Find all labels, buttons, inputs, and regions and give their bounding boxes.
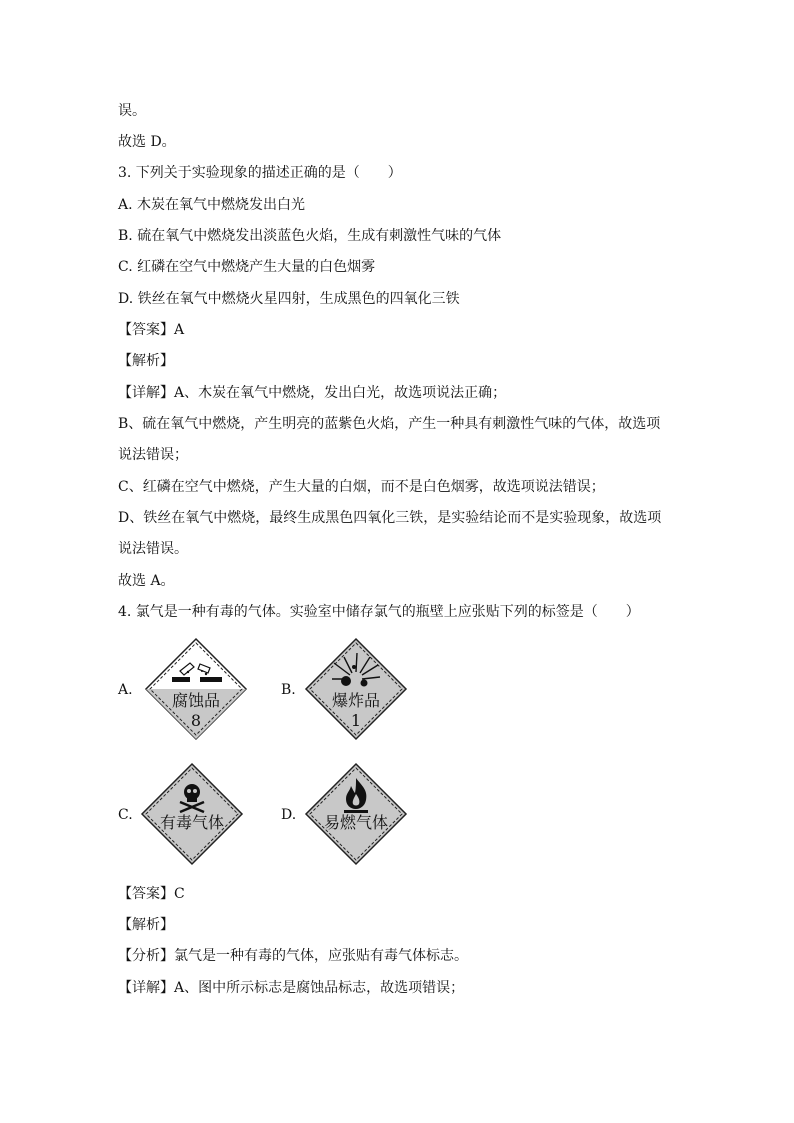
flammable-gas-sign: [304, 762, 408, 866]
option-d-label: D.: [281, 807, 297, 823]
conclusion-line: 故选 A。: [118, 573, 175, 589]
flammable-sign-text: 易燃气体: [323, 813, 388, 832]
text-line: 故选 D。: [118, 134, 176, 150]
answer-label: 【答案】C: [118, 886, 185, 902]
detail-line: 【详解】A、图中所示标志是腐蚀品标志，故选项错误；: [118, 980, 465, 996]
explosive-sign: [304, 637, 408, 741]
detail-line: B、硫在氧气中燃烧，产生明亮的蓝紫色火焰，产生一种具有刺激性气味的气体，故选项: [118, 416, 661, 432]
detail-line: 【详解】A、木炭在氧气中燃烧，发出白光，故选项说法正确；: [118, 385, 507, 401]
option-a: A. 木炭在氧气中燃烧发出白光: [118, 197, 306, 213]
question-4: 4. 氯气是一种有毒的气体。实验室中储存氯气的瓶壁上应张贴下列的标签是（ ）: [118, 604, 640, 620]
analysis-line: 【分析】氯气是一种有毒的气体，应张贴有毒气体标志。: [118, 948, 468, 964]
option-a-label: A.: [118, 682, 133, 698]
option-b: B. 硫在氧气中燃烧发出淡蓝色火焰，生成有刺激性气味的气体: [118, 228, 502, 244]
question-3: 3. 下列关于实验现象的描述正确的是（ ）: [118, 165, 402, 181]
analysis-label: 【解析】: [118, 353, 174, 369]
detail-line: C、红磷在空气中燃烧，产生大量的白烟，而不是白色烟雾，故选项说法错误；: [118, 479, 605, 495]
analysis-label: 【解析】: [118, 917, 174, 933]
explosive-sign-number: 1: [350, 711, 362, 730]
option-c: C. 红磷在空气中燃烧产生大量的白色烟雾: [118, 259, 376, 275]
toxic-gas-sign: [140, 762, 244, 866]
detail-line: D、铁丝在氧气中燃烧，最终生成黑色四氧化三铁，是实验结论而不是实验现象，故选项: [118, 510, 662, 526]
answer-label: 【答案】A: [118, 322, 185, 338]
toxic-sign-text: 有毒气体: [159, 813, 224, 832]
corrosive-sign-number: 8: [190, 711, 202, 730]
option-d: D. 铁丝在氧气中燃烧火星四射，生成黑色的四氧化三铁: [118, 291, 460, 307]
option-c-label: C.: [118, 807, 133, 823]
option-b-label: B.: [281, 682, 296, 698]
corrosive-sign-text: 腐蚀品: [171, 691, 220, 710]
detail-line: 说法错误。: [118, 541, 188, 557]
detail-line: 说法错误；: [118, 447, 188, 463]
corrosive-sign: [144, 637, 248, 741]
explosive-sign-text: 爆炸品: [331, 691, 380, 710]
text-line: 误。: [118, 103, 146, 119]
